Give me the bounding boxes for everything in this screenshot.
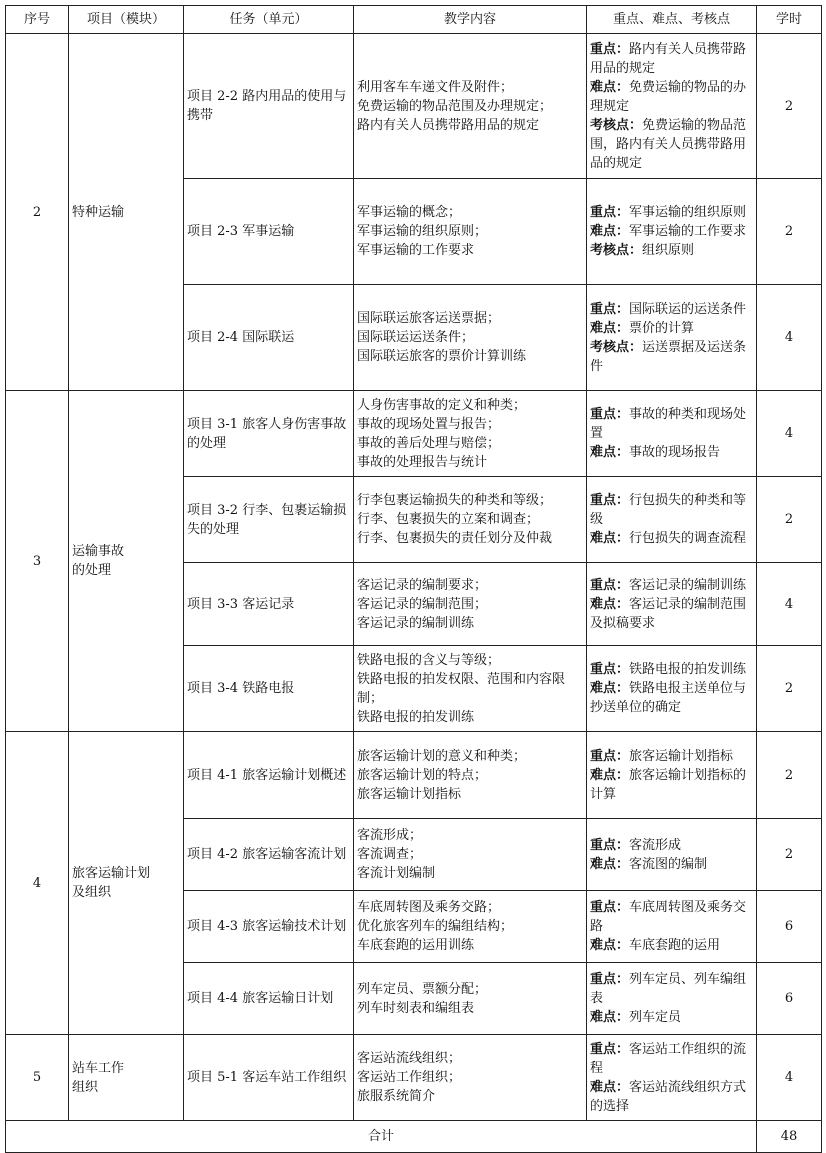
key-point-line — [590, 529, 753, 548]
row-number: 2 — [6, 34, 69, 391]
module-name — [69, 1035, 184, 1121]
content-line: 客运站流线组织； — [357, 1051, 462, 1066]
key-point-text: 车底套跑的运用 — [629, 938, 721, 953]
teaching-content — [354, 34, 587, 179]
key-point-text: 铁路电报的拍发训练 — [629, 662, 747, 677]
content-line: 客运记录的编制训练 — [357, 615, 475, 631]
key-points — [587, 285, 757, 391]
key-point-line — [590, 405, 753, 443]
module-name-line: 特种运输 — [72, 204, 125, 220]
key-point-text: 军事运输的工作要求 — [629, 224, 747, 239]
content-line: 军事运输的组织原则； — [357, 224, 488, 239]
key-point-line — [590, 241, 753, 260]
key-point-label: 重点： — [590, 41, 630, 57]
header-row — [6, 6, 822, 34]
table-body — [6, 34, 822, 1121]
module-name-line: 站车工作 — [72, 1060, 125, 1076]
module-name-line: 旅客运输计划 — [72, 866, 151, 881]
module-name — [69, 732, 184, 1035]
key-point-label: 重点： — [590, 972, 630, 987]
key-point-line — [590, 40, 753, 78]
key-point-line — [590, 222, 753, 241]
key-point-line — [590, 78, 753, 116]
content-line: 旅服系统简介 — [357, 1089, 436, 1104]
key-point-line — [590, 300, 753, 319]
key-point-line — [590, 836, 753, 855]
content-line: 列车定员、票额分配； — [357, 981, 488, 997]
content-line: 铁路电报的拍发训练 — [357, 709, 475, 725]
content-line: 人身伤害事故的定义和种类； — [357, 397, 527, 413]
key-point-label: 重点： — [590, 205, 630, 220]
task-name: 项目 3-3 客运记录 — [184, 563, 354, 646]
content-line: 利用客车车递文件及附件； — [357, 79, 514, 95]
key-points — [587, 963, 757, 1035]
content-line: 事故的处理报告与统计 — [357, 454, 488, 470]
teaching-content — [354, 179, 587, 285]
curriculum-table — [5, 5, 822, 1153]
content-line: 行李、包裹损失的立案和调查； — [357, 512, 540, 527]
content-line: 客运站工作组织； — [357, 1070, 462, 1085]
key-points — [587, 891, 757, 963]
credit-hours: 2 — [757, 732, 822, 819]
key-point-line — [590, 679, 753, 717]
key-point-label: 难点： — [590, 681, 630, 696]
teaching-content — [354, 285, 587, 391]
key-point-text: 列车定员、列车编组表 — [590, 972, 747, 1006]
key-point-text: 行包损失的种类和等级 — [590, 493, 747, 527]
content-line: 国际联运运送条件； — [357, 330, 475, 345]
content-line: 路内有关人员携带路用品的规定 — [357, 117, 540, 133]
key-point-text: 运送票据及运送条件 — [590, 339, 747, 374]
key-point-label: 考核点： — [590, 243, 643, 258]
total-label: 合计 — [6, 1121, 757, 1153]
key-point-text: 票价的计算 — [629, 320, 695, 336]
content-line: 车底套跑的运用训练 — [357, 938, 475, 953]
content-line: 客流形成； — [357, 828, 423, 843]
content-line: 旅客运输计划指标 — [357, 786, 462, 802]
task-name: 项目 4-3 旅客运输技术计划 — [184, 891, 354, 963]
key-point-text: 客运记录的编制范围及拟稿要求 — [590, 596, 747, 631]
row-number: 4 — [6, 732, 69, 1035]
table-row — [6, 732, 822, 819]
content-line: 铁路电报的拍发权限、范围和内容限制； — [357, 671, 566, 706]
key-point-line — [590, 338, 753, 376]
credit-hours: 2 — [757, 477, 822, 563]
key-point-text: 列车定员 — [629, 1010, 682, 1025]
task-name: 项目 4-2 旅客运输客流计划 — [184, 819, 354, 891]
key-points — [587, 646, 757, 732]
content-line: 行李包裹运输损失的种类和等级； — [357, 493, 553, 508]
content-line: 旅客运输计划的意义和种类； — [357, 748, 527, 764]
teaching-content — [354, 477, 587, 563]
key-point-label: 难点： — [590, 79, 630, 95]
table-row — [6, 1035, 822, 1121]
key-point-line — [590, 1008, 753, 1027]
task-name: 项目 5-1 客运车站工作组织 — [184, 1035, 354, 1121]
key-point-label: 难点： — [590, 224, 630, 239]
content-line: 旅客运输计划的特点； — [357, 767, 488, 783]
key-point-label: 难点： — [590, 856, 630, 872]
key-point-line — [590, 747, 753, 766]
module-name-line: 及组织 — [72, 885, 112, 900]
key-point-label: 考核点： — [590, 117, 643, 133]
header-content: 教学内容 — [354, 6, 587, 34]
key-point-line — [590, 936, 753, 955]
task-name: 项目 2-2 路内用品的使用与携带 — [184, 34, 354, 179]
key-point-text: 铁路电报主送单位与抄送单位的确定 — [590, 681, 747, 715]
teaching-content — [354, 732, 587, 819]
key-point-line — [590, 203, 753, 222]
key-point-line — [590, 660, 753, 679]
module-name-line: 运输事故 — [72, 544, 125, 559]
content-line: 车底周转图及乘务交路； — [357, 900, 501, 915]
key-points — [587, 1035, 757, 1121]
content-line: 客流调查； — [357, 847, 423, 862]
task-name: 项目 4-4 旅客运输日计划 — [184, 963, 354, 1035]
content-line: 免费运输的物品范围及办理规定； — [357, 98, 553, 114]
content-line: 事故的善后处理与赔偿； — [357, 435, 501, 451]
module-name — [69, 34, 184, 391]
task-name: 项目 3-2 行李、包裹运输损失的处理 — [184, 477, 354, 563]
credit-hours: 2 — [757, 819, 822, 891]
key-point-line — [590, 319, 753, 338]
key-point-line — [590, 116, 753, 173]
key-point-text: 旅客运输计划指标的计算 — [590, 767, 747, 802]
teaching-content — [354, 391, 587, 477]
header-key-points: 重点、难点、考核点 — [587, 6, 757, 34]
content-line: 事故的现场处置与报告； — [357, 416, 501, 432]
teaching-content — [354, 963, 587, 1035]
credit-hours: 6 — [757, 891, 822, 963]
task-name: 项目 3-4 铁路电报 — [184, 646, 354, 732]
credit-hours: 2 — [757, 34, 822, 179]
key-point-label: 重点： — [590, 577, 630, 593]
content-line: 军事运输的概念； — [357, 205, 462, 220]
key-point-label: 难点： — [590, 938, 630, 953]
key-point-label: 重点： — [590, 493, 630, 508]
key-point-line — [590, 970, 753, 1008]
task-name: 项目 2-3 军事运输 — [184, 179, 354, 285]
key-points — [587, 732, 757, 819]
key-point-label: 重点： — [590, 900, 630, 915]
task-name: 项目 4-1 旅客运输计划概述 — [184, 732, 354, 819]
key-point-label: 难点： — [590, 767, 630, 783]
content-line: 铁路电报的含义与等级； — [357, 652, 501, 668]
key-point-text: 国际联运的运送条件 — [629, 301, 747, 317]
credit-hours: 4 — [757, 285, 822, 391]
key-point-text: 免费运输的物品的办理规定 — [590, 79, 747, 114]
key-points — [587, 34, 757, 179]
teaching-content — [354, 646, 587, 732]
key-point-label: 难点： — [590, 445, 630, 460]
key-point-line — [590, 576, 753, 595]
key-point-label: 难点： — [590, 320, 630, 336]
key-point-line — [590, 491, 753, 529]
content-line: 优化旅客列车的编组结构； — [357, 919, 514, 934]
credit-hours: 4 — [757, 391, 822, 477]
content-line: 行李、包裹损失的责任划分及仲裁 — [357, 531, 553, 546]
table-row — [6, 391, 822, 477]
key-point-text: 客流图的编制 — [629, 856, 708, 872]
credit-hours: 2 — [757, 646, 822, 732]
key-point-text: 事故的现场报告 — [629, 445, 721, 460]
task-name: 项目 3-1 旅客人身伤害事故的处理 — [184, 391, 354, 477]
credit-hours: 6 — [757, 963, 822, 1035]
key-points — [587, 563, 757, 646]
key-point-label: 难点： — [590, 1010, 630, 1025]
key-points — [587, 391, 757, 477]
key-points — [587, 179, 757, 285]
key-point-label: 难点： — [590, 1079, 630, 1095]
key-point-text: 事故的种类和现场处置 — [590, 407, 747, 441]
key-points — [587, 819, 757, 891]
module-name-line: 组织 — [72, 1079, 99, 1095]
key-point-text: 路内有关人员携带路用品的规定 — [590, 41, 747, 76]
content-line: 军事运输的工作要求 — [357, 243, 475, 258]
task-name: 项目 2-4 国际联运 — [184, 285, 354, 391]
content-line: 列车时刻表和编组表 — [357, 1000, 475, 1016]
key-point-text: 行包损失的调查流程 — [629, 531, 747, 546]
module-name — [69, 391, 184, 732]
content-line: 客运记录的编制范围； — [357, 596, 488, 612]
key-point-line — [590, 766, 753, 804]
header-no: 序号 — [6, 6, 69, 34]
content-line: 国际联运旅客的票价计算训练 — [357, 349, 527, 364]
content-line: 客流计划编制 — [357, 866, 436, 881]
key-point-text: 车底周转图及乘务交路 — [590, 900, 747, 934]
key-point-label: 重点： — [590, 1041, 630, 1057]
key-point-label: 重点： — [590, 662, 630, 677]
key-point-line — [590, 1078, 753, 1116]
key-point-label: 重点： — [590, 301, 630, 317]
module-name-line: 的处理 — [72, 563, 112, 578]
credit-hours: 2 — [757, 179, 822, 285]
key-point-label: 考核点： — [590, 339, 643, 355]
key-point-label: 重点： — [590, 407, 630, 422]
teaching-content — [354, 891, 587, 963]
key-point-label: 重点： — [590, 748, 630, 764]
row-number: 3 — [6, 391, 69, 732]
key-point-label: 重点： — [590, 837, 630, 853]
content-line: 客运记录的编制要求； — [357, 577, 488, 593]
key-point-text: 客运站工作组织的流程 — [590, 1041, 747, 1076]
teaching-content — [354, 563, 587, 646]
key-point-text: 组织原则 — [642, 243, 695, 258]
header-module: 项目（模块） — [69, 6, 184, 34]
total-row — [6, 1121, 822, 1153]
row-number: 5 — [6, 1035, 69, 1121]
teaching-content — [354, 819, 587, 891]
teaching-content — [354, 1035, 587, 1121]
header-task: 任务（单元） — [184, 6, 354, 34]
key-point-text: 客运站流线组织方式的选择 — [590, 1079, 747, 1114]
key-point-label: 难点： — [590, 596, 630, 612]
content-line: 国际联运旅客运送票据； — [357, 311, 501, 326]
key-point-line — [590, 595, 753, 633]
total-hours: 48 — [757, 1121, 822, 1153]
key-point-label: 难点： — [590, 531, 630, 546]
header-hours: 学时 — [757, 6, 822, 34]
key-point-line — [590, 898, 753, 936]
key-point-line — [590, 1040, 753, 1078]
key-point-text: 军事运输的组织原则 — [629, 205, 747, 220]
key-point-text: 客运记录的编制训练 — [629, 577, 747, 593]
credit-hours: 4 — [757, 563, 822, 646]
key-point-text: 旅客运输计划指标 — [629, 748, 734, 764]
credit-hours: 4 — [757, 1035, 822, 1121]
key-point-text: 免费运输的物品范围，路内有关人员携带路用品的规定 — [590, 117, 747, 171]
key-point-line — [590, 443, 753, 462]
table-row — [6, 34, 822, 179]
key-point-text: 客流形成 — [629, 837, 682, 853]
key-point-line — [590, 855, 753, 874]
key-points — [587, 477, 757, 563]
